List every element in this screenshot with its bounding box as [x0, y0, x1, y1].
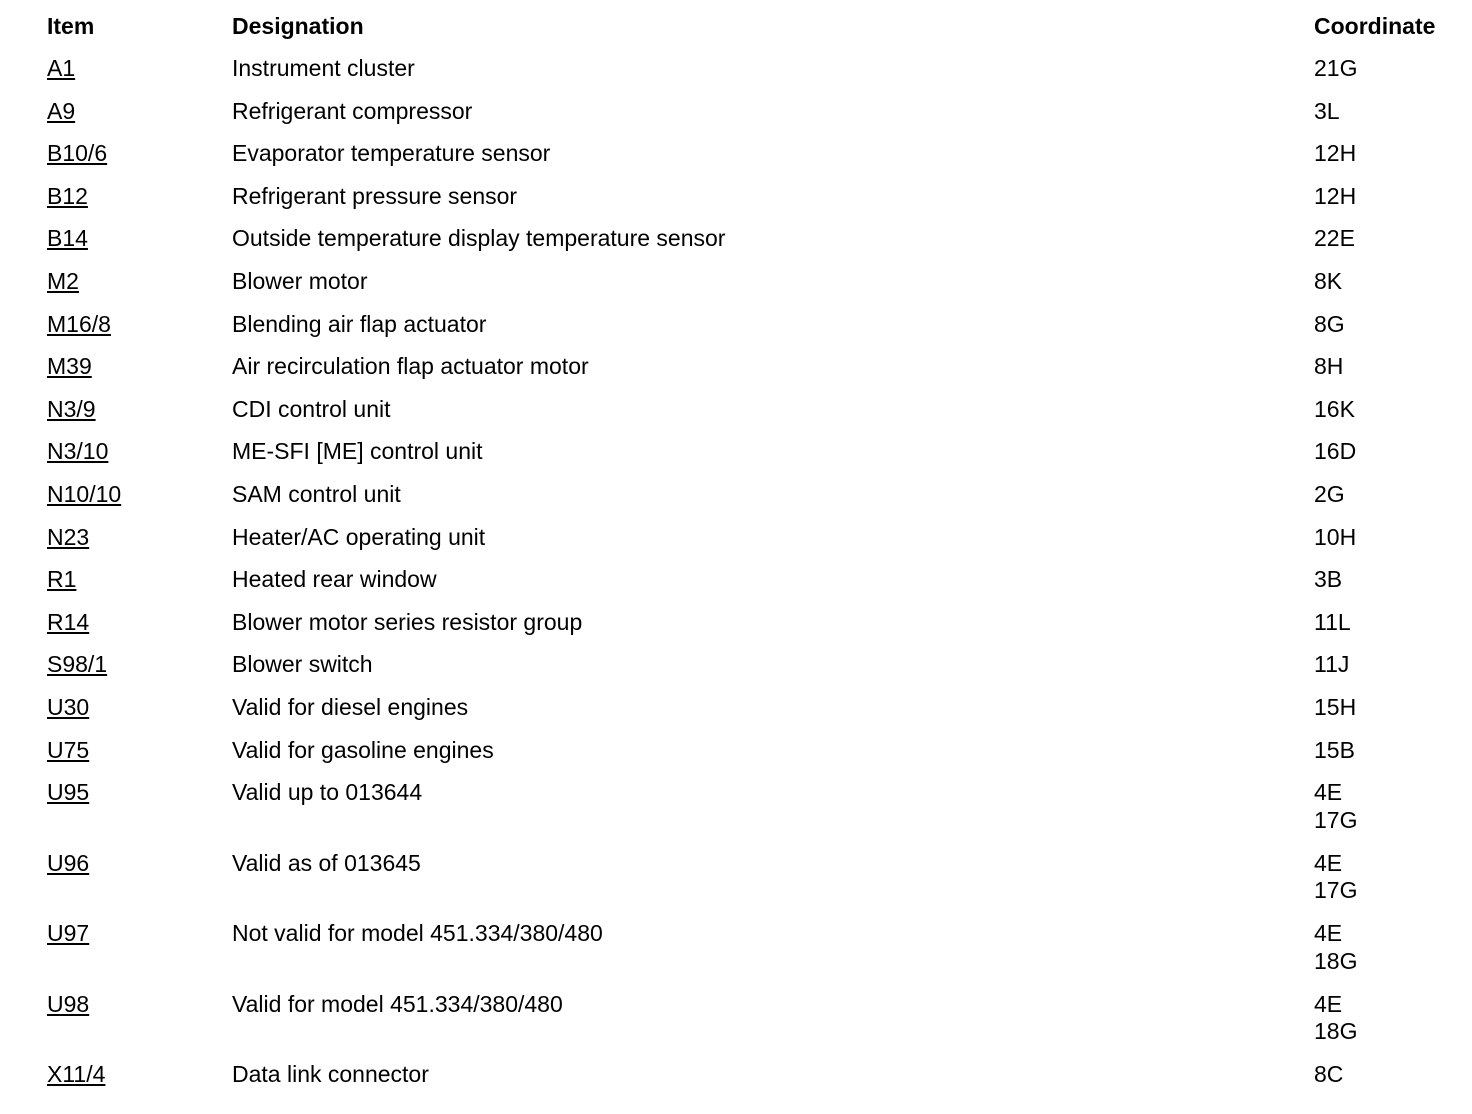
- item-link[interactable]: N3/10: [47, 438, 109, 465]
- designation-column-header: Designation: [232, 13, 364, 39]
- table-row: [0, 389, 1472, 432]
- table-row: [0, 304, 1472, 347]
- coordinate-cell: [1314, 98, 1340, 126]
- designation-text: CDI control unit: [232, 395, 391, 422]
- item-link[interactable]: B12: [47, 182, 88, 209]
- designation-text: Blower motor series resistor group: [232, 608, 583, 635]
- table-row: [0, 48, 1472, 91]
- table-header-row: [0, 0, 1472, 48]
- table-row: [0, 517, 1472, 560]
- coordinate-cell: [1314, 268, 1342, 296]
- table-row: [0, 730, 1472, 773]
- item-link[interactable]: N10/10: [47, 480, 122, 507]
- coordinate-cell: [1314, 694, 1356, 722]
- designation-text: Valid for gasoline engines: [232, 736, 494, 763]
- item-link[interactable]: N3/9: [47, 395, 96, 422]
- table-row: [0, 261, 1472, 304]
- coordinate-value: 12H: [1314, 140, 1357, 167]
- coordinate-value: 8C: [1314, 1061, 1344, 1088]
- table-row: [0, 772, 1472, 843]
- item-link[interactable]: S98/1: [47, 651, 108, 678]
- coordinate-value: 8K: [1314, 267, 1343, 294]
- table-row: [0, 474, 1472, 517]
- item-link[interactable]: U95: [47, 779, 90, 806]
- designation-text: Refrigerant compressor: [232, 97, 473, 124]
- coordinate-value: 22E: [1314, 225, 1355, 252]
- item-link[interactable]: R14: [47, 608, 90, 635]
- coordinate-value: 12H: [1314, 182, 1357, 209]
- coordinate-value: 15B: [1314, 736, 1355, 763]
- table-row: [0, 602, 1472, 645]
- item-link[interactable]: B10/6: [47, 140, 108, 167]
- coordinate-cell: [1314, 850, 1357, 906]
- item-link[interactable]: M39: [47, 353, 92, 380]
- coordinate-value: 21G: [1314, 55, 1358, 81]
- coordinate-value: 18G: [1314, 947, 1358, 974]
- coordinate-cell: [1314, 651, 1349, 679]
- designation-text: Blending air flap actuator: [232, 310, 487, 337]
- table-row: [0, 913, 1472, 984]
- coordinate-cell: [1314, 55, 1357, 83]
- coordinate-cell: [1314, 737, 1355, 765]
- coordinate-value: 2G: [1314, 480, 1345, 507]
- coordinate-cell: [1314, 396, 1355, 424]
- item-link[interactable]: U75: [47, 736, 90, 763]
- designation-text: Air recirculation flap actuator motor: [232, 353, 589, 380]
- coordinate-value: 17G: [1314, 877, 1358, 904]
- table-row: [0, 176, 1472, 219]
- coordinate-value: 15H: [1314, 693, 1357, 720]
- coordinate-cell: [1314, 566, 1342, 594]
- coordinate-value: 3L: [1314, 97, 1340, 124]
- coordinate-cell: [1314, 609, 1351, 637]
- designation-text: Not valid for model 451.334/380/480: [232, 920, 603, 947]
- coordinate-cell: [1314, 183, 1356, 211]
- coordinate-column-header: Coordinate: [1314, 13, 1436, 39]
- item-link[interactable]: U97: [47, 920, 90, 947]
- coordinate-cell: [1314, 920, 1357, 976]
- item-link[interactable]: U96: [47, 849, 90, 876]
- designation-text: SAM control unit: [232, 480, 401, 507]
- coordinate-value: 8H: [1314, 353, 1344, 380]
- table-row: [0, 984, 1472, 1055]
- designation-text: Outside temperature display temperature sensor: [232, 225, 726, 252]
- table-row: [0, 133, 1472, 176]
- coordinate-cell: [1314, 991, 1357, 1047]
- coordinate-value: 4E: [1314, 990, 1343, 1017]
- designation-text: Valid for diesel engines: [232, 693, 469, 720]
- coordinate-cell: [1314, 311, 1345, 339]
- table-row: [0, 431, 1472, 474]
- item-column-header: Item: [47, 13, 95, 39]
- item-link[interactable]: N23: [47, 523, 90, 550]
- designation-text: Heater/AC operating unit: [232, 523, 486, 550]
- designation-text: Blower motor: [232, 267, 368, 294]
- item-link[interactable]: U98: [47, 990, 90, 1017]
- table-row: [0, 843, 1472, 914]
- coordinate-value: 3B: [1314, 566, 1343, 593]
- coordinate-value: 11J: [1314, 651, 1350, 678]
- coordinate-value: 4E: [1314, 920, 1343, 947]
- coordinate-value: 16D: [1314, 438, 1357, 465]
- designation-text: Valid as of 013645: [232, 849, 421, 876]
- item-link[interactable]: R1: [47, 566, 77, 593]
- table-row: [0, 559, 1472, 602]
- coordinate-cell: [1314, 438, 1356, 466]
- coordinate-value: 8G: [1314, 310, 1345, 337]
- item-link[interactable]: U30: [47, 693, 90, 720]
- designation-text: Heated rear window: [232, 566, 437, 593]
- coordinate-cell: [1314, 353, 1343, 381]
- coordinate-cell: [1314, 481, 1345, 509]
- designation-text: Data link connector: [232, 1061, 429, 1088]
- designation-text: Instrument cluster: [232, 55, 415, 81]
- item-link[interactable]: M16/8: [47, 310, 111, 337]
- coordinate-value: 11L: [1314, 608, 1351, 635]
- item-link[interactable]: B14: [47, 225, 88, 252]
- designation-text: Refrigerant pressure sensor: [232, 182, 518, 209]
- coordinate-value: 4E: [1314, 779, 1343, 806]
- item-link[interactable]: A9: [47, 97, 76, 124]
- table-row: [0, 218, 1472, 261]
- item-link[interactable]: A1: [47, 55, 76, 81]
- designation-text: Evaporator temperature sensor: [232, 140, 551, 167]
- designation-text: ME-SFI [ME] control unit: [232, 438, 483, 465]
- coordinate-cell: [1314, 1061, 1343, 1089]
- item-link[interactable]: X11/4: [47, 1061, 106, 1088]
- table-row: [0, 91, 1472, 134]
- coordinate-value: 4E: [1314, 849, 1343, 876]
- coordinate-value: 17G: [1314, 806, 1358, 833]
- table-row: [0, 644, 1472, 687]
- table-row: [0, 1054, 1472, 1097]
- designation-text: Valid for model 451.334/380/480: [232, 990, 563, 1017]
- designation-text: Blower switch: [232, 651, 373, 678]
- coordinate-value: 18G: [1314, 1018, 1358, 1045]
- coordinate-cell: [1314, 225, 1355, 253]
- item-link[interactable]: M2: [47, 267, 79, 294]
- coordinate-value: 10H: [1314, 523, 1357, 550]
- table-row: [0, 687, 1472, 730]
- legend-table-body: [0, 48, 1472, 1097]
- coordinate-value: 16K: [1314, 395, 1355, 422]
- coordinate-cell: [1314, 140, 1356, 168]
- coordinate-cell: [1314, 524, 1356, 552]
- designation-text: Valid up to 013644: [232, 779, 423, 806]
- coordinate-cell: [1314, 779, 1357, 835]
- table-row: [0, 346, 1472, 389]
